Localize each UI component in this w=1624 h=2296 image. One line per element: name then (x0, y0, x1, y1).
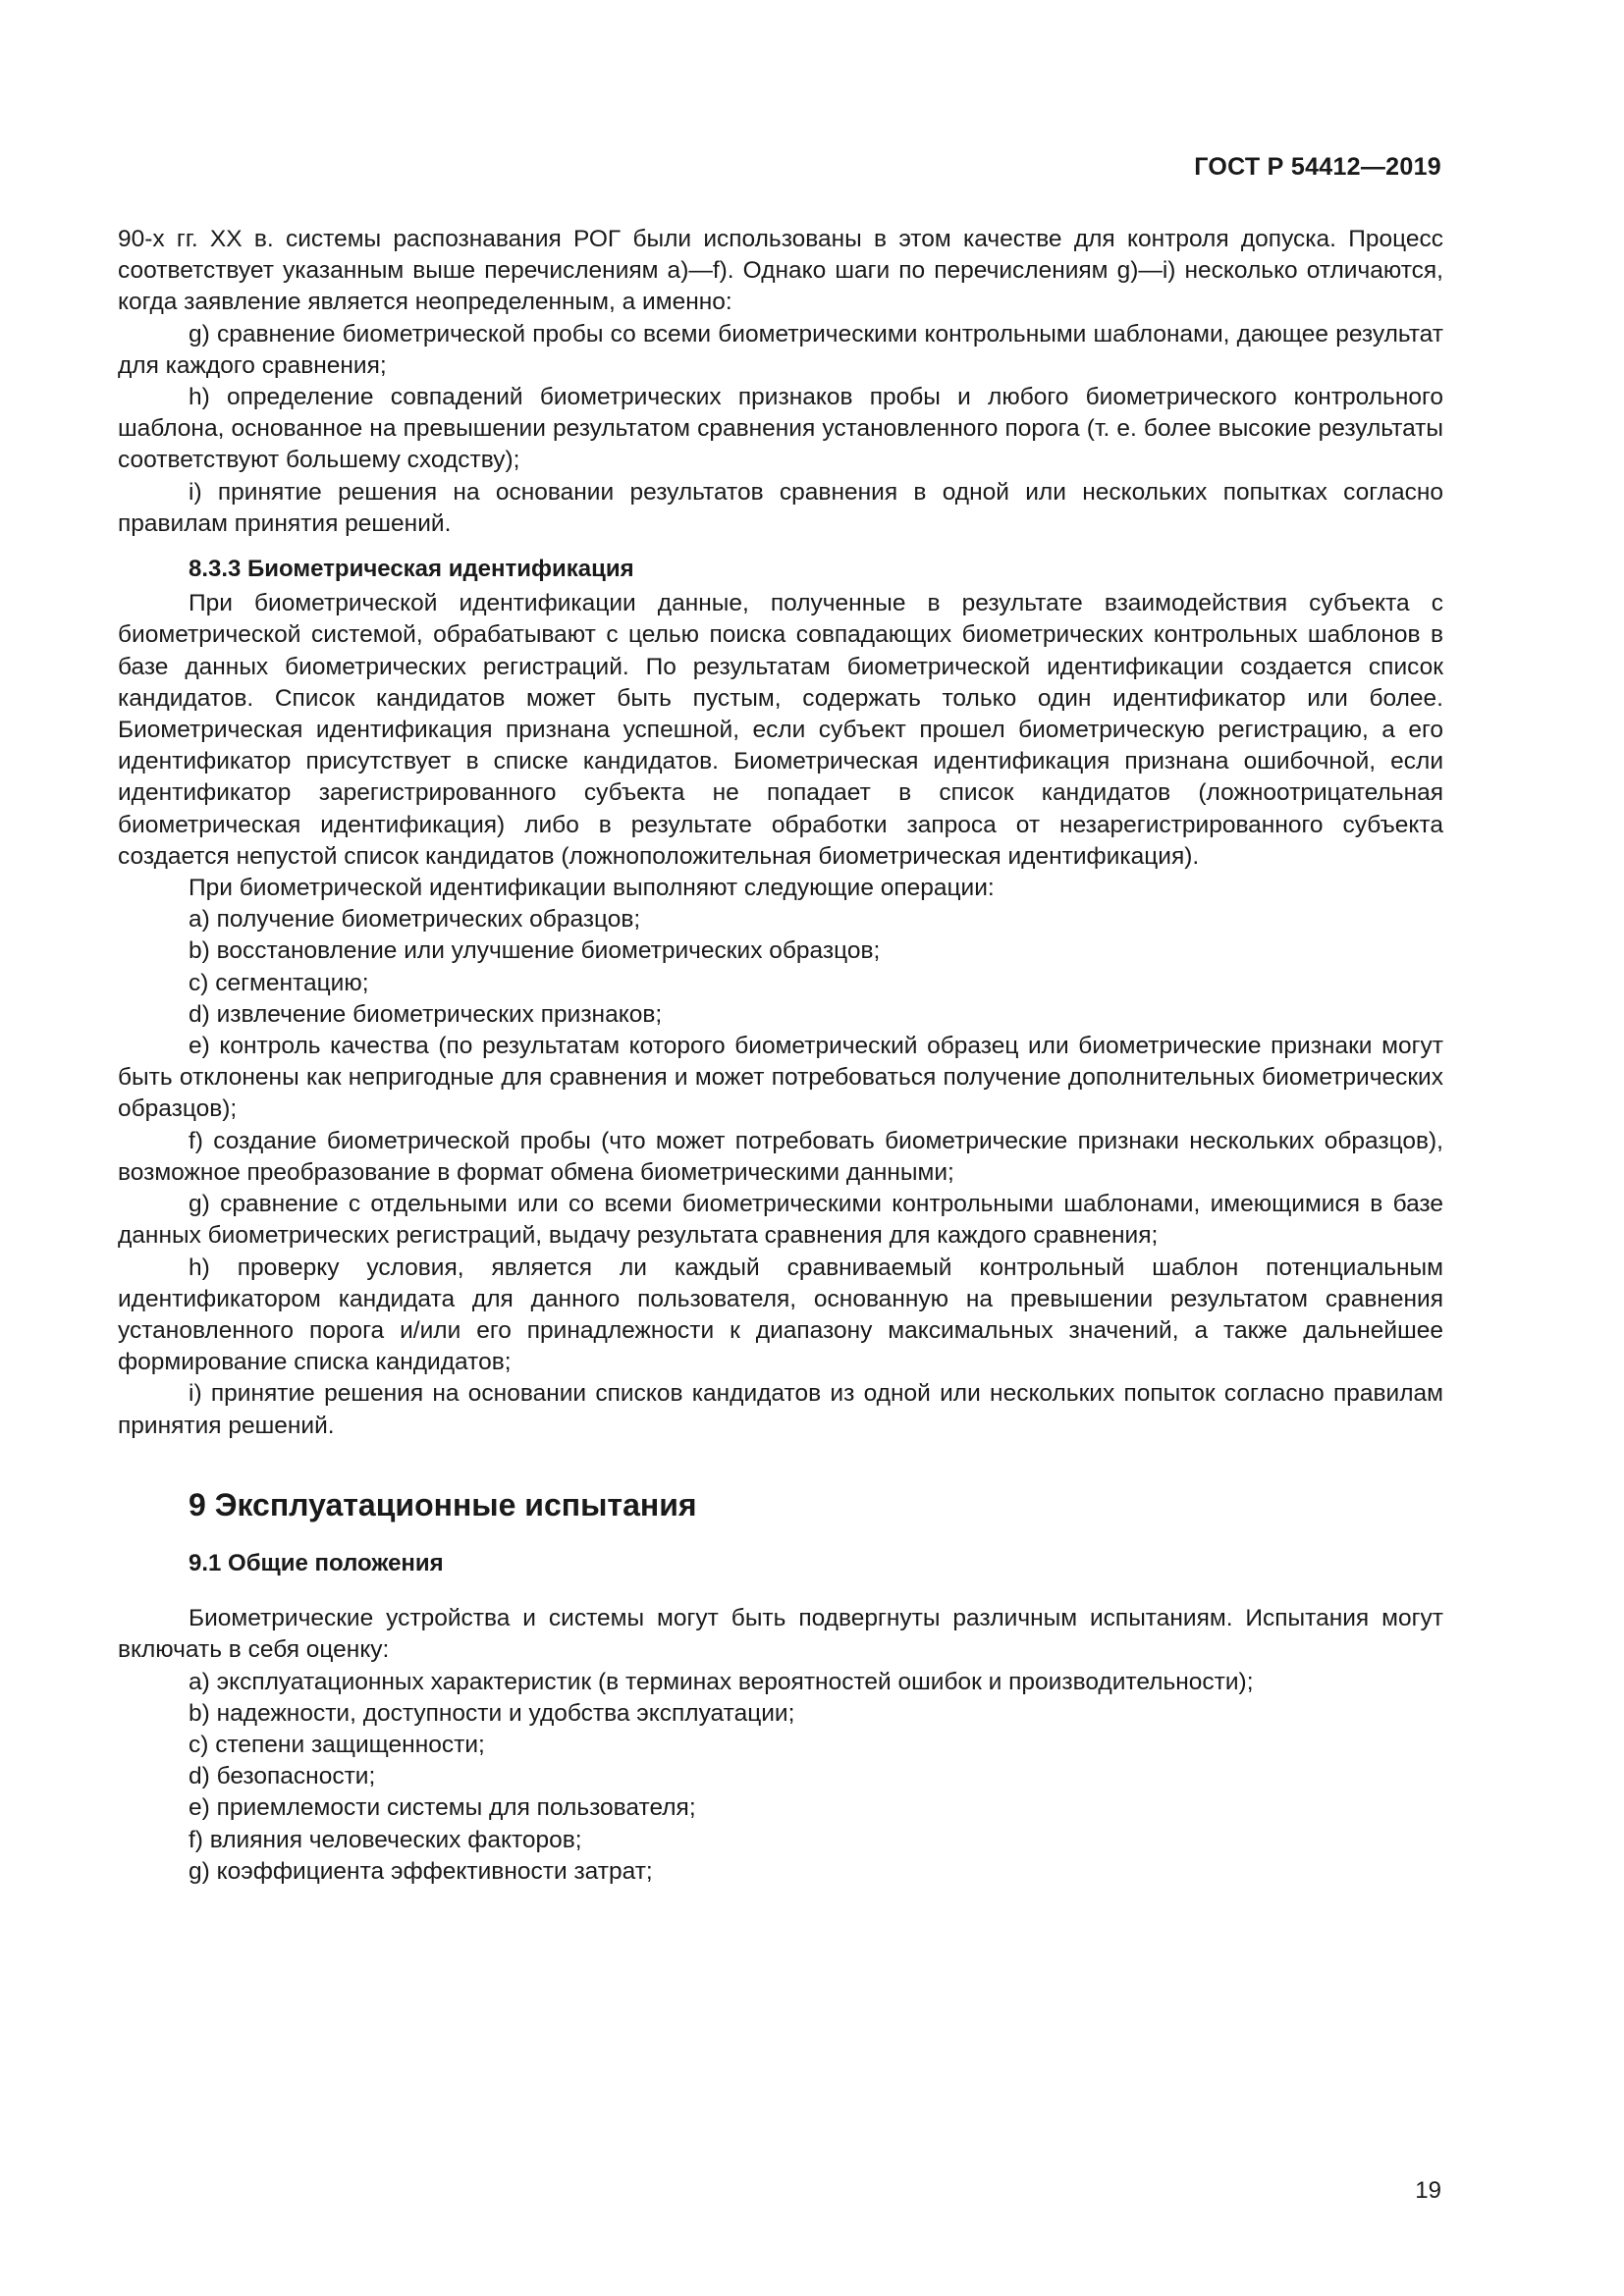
subsection-heading: 9.1 Общие положения (189, 1549, 444, 1576)
paragraph: a) получение биометрических образцов; (189, 906, 641, 934)
paragraph: d) извлечение биометрических признаков; (189, 1000, 663, 1028)
paragraph: h) проверку условия, является ли каждый сравниваемый контрольный шаблон потенциальным идентификатором кандидата для данного пользователя, основанную на превышении результатом сравнения установленного порога и/или его принадлежности к диапазону максимальных значений, а также дальнейшее формирование списка кандидатов; (118, 1254, 1443, 1376)
paragraph: f) влияния человеческих факторов; (189, 1826, 582, 1853)
paragraph: g) коэффициента эффективности затрат; (189, 1857, 653, 1885)
paragraph: d) безопасности; (189, 1763, 376, 1790)
paragraph: c) сегментацию; (189, 969, 369, 996)
paragraph: b) восстановление или улучшение биометрических образцов; (189, 937, 881, 965)
paragraph: 90-х гг. ХХ в. системы распознавания РОГ были использованы в этом качестве для контроля допуска. Процесс соответствует указанным выше перечислениям а)—f). Однако шаги по перечислениям g)—i) несколько отличаются, когда заявление является неопределенным, а именно: (118, 226, 1443, 316)
clause-heading: 8.3.3 Биометрическая идентификация (189, 556, 634, 583)
paragraph: a) эксплуатационных характеристик (в терминах вероятностей ошибок и производительности); (189, 1668, 1254, 1695)
paragraph: i) принятие решения на основании результатов сравнения в одной или нескольких попытках согласно правилам принятия решений. (118, 478, 1443, 537)
paragraph: b) надежности, доступности и удобства эксплуатации; (189, 1699, 795, 1727)
paragraph: При биометрической идентификации выполняют следующие операции: (189, 875, 995, 902)
standard-code-header: ГОСТ Р 54412—2019 (1194, 153, 1441, 181)
page-number: 19 (1415, 2177, 1441, 2204)
paragraph: f) создание биометрической пробы (что может потребовать биометрические признаки нескольких образцов), возможное преобразование в формат обмена биометрическими данными; (118, 1127, 1443, 1186)
paragraph: При биометрической идентификации данные, полученные в результате взаимодействия субъекта с биометрической системой, обрабатывают с целью поиска совпадающих биометрических контрольных шаблонов в базе данных биометрических регистраций. По результатам биометрической идентификации создается список кандидатов. Список кандидатов может быть пустым, содержать только один идентификатор или более. Биометрическая идентификация признана успешной, если субъект прошел биометрическую регистрацию, а его идентификатор присутствует в списке кандидатов. Биометрическая идентификация признана ошибочной, если идентификатор зарегистрированного субъекта не попадает в список кандидатов (ложноотрицательная биометрическая идентификация) либо в результате обработки запроса от незарегистрированного субъекта создается непустой список кандидатов (ложноположительная биометрическая идентификация). (118, 590, 1443, 870)
paragraph: e) контроль качества (по результатам которого биометрический образец или биометрические признаки могут быть отклонены как непригодные для сравнения и может потребоваться получение дополнительных биометрических образцов); (118, 1033, 1443, 1123)
paragraph: c) степени защищенности; (189, 1731, 485, 1758)
paragraph: g) сравнение биометрической пробы со всеми биометрическими контрольными шаблонами, дающее результат для каждого сравнения; (118, 320, 1443, 379)
section-heading: 9 Эксплуатационные испытания (189, 1486, 697, 1522)
paragraph: i) принятие решения на основании списков кандидатов из одной или нескольких попыток согласно правилам принятия решений. (118, 1380, 1443, 1439)
page-body (118, 224, 1443, 1888)
paragraph: h) определение совпадений биометрических признаков пробы и любого биометрического контрольного шаблона, основанное на превышении результатом сравнения установленного порога (т. е. более высокие результаты соответствуют большему сходству); (118, 384, 1443, 474)
paragraph: g) сравнение с отдельными или со всеми биометрическими контрольными шаблонами, имеющимися в базе данных биометрических регистраций, выдачу результата сравнения для каждого сравнения; (118, 1191, 1443, 1250)
paragraph: e) приемлемости системы для пользователя; (189, 1794, 696, 1822)
paragraph: Биометрические устройства и системы могут быть подвергнуты различным испытаниям. Испытания могут включать в себя оценку: (118, 1605, 1443, 1664)
